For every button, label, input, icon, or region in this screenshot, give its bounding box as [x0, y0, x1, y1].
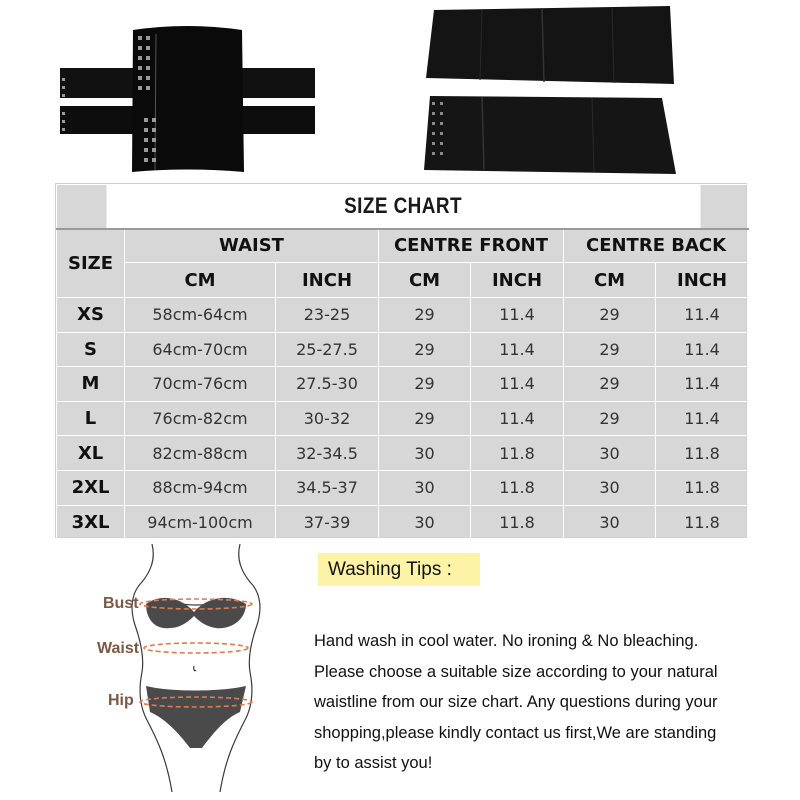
unit-header: INCH [656, 263, 749, 298]
washing-tips-title: Washing Tips : [318, 553, 480, 586]
bust-garment [146, 598, 246, 628]
measurement-cell: 11.8 [471, 436, 564, 471]
measurement-cell: 76cm-82cm [125, 401, 276, 436]
measurement-cell: 70cm-76cm [125, 367, 276, 402]
measurement-cell: 30-32 [276, 401, 379, 436]
body-measurement-figure [90, 542, 290, 797]
waist-label: Waist [97, 640, 140, 657]
bust-label: Bust [103, 595, 139, 612]
unit-header: CM [564, 263, 656, 298]
size-cell: S [57, 332, 125, 367]
waist-group-header: WAIST [125, 229, 379, 263]
hip-garment [146, 686, 246, 748]
waist-trainer-front-photo [60, 22, 315, 174]
measurement-cell: 11.8 [471, 505, 564, 540]
measurement-cell: 82cm-88cm [125, 436, 276, 471]
hip-label: Hip [108, 692, 134, 709]
measurement-cell: 11.4 [471, 332, 564, 367]
waist-trainer-flat-photo [412, 2, 682, 177]
measurement-cell: 11.4 [471, 367, 564, 402]
measurement-cell: 30 [379, 505, 471, 540]
measurement-cell: 11.4 [656, 298, 749, 333]
measurement-cell: 27.5-30 [276, 367, 379, 402]
tips-line: by to assist you! [314, 754, 433, 772]
table-row [57, 401, 749, 436]
measurement-cell: 64cm-70cm [125, 332, 276, 367]
size-chart-table [55, 183, 747, 538]
measurement-cell: 11.4 [656, 401, 749, 436]
measurement-cell: 29 [379, 401, 471, 436]
waist-measure-line [144, 643, 248, 653]
unit-header: CM [379, 263, 471, 298]
size-cell: 3XL [57, 505, 125, 540]
measurement-cell: 29 [564, 367, 656, 402]
table-row [57, 470, 749, 505]
measurement-cell: 29 [379, 298, 471, 333]
measurement-cell: 30 [564, 505, 656, 540]
table-row [57, 332, 749, 367]
measurement-cell: 11.8 [471, 470, 564, 505]
measurement-cell: 37-39 [276, 505, 379, 540]
body-outline [132, 544, 260, 792]
measurement-cell: 11.8 [656, 436, 749, 471]
centre-front-group-header: CENTRE FRONT [379, 229, 564, 263]
measurement-cell: 30 [564, 436, 656, 471]
table-row [57, 505, 749, 540]
size-cell: XS [57, 298, 125, 333]
table-row [57, 436, 749, 471]
measurement-cell: 11.8 [656, 470, 749, 505]
trainer-bottom-panel [424, 96, 676, 174]
size-cell: XL [57, 436, 125, 471]
measurement-cell: 11.4 [656, 367, 749, 402]
measurement-cell: 30 [379, 436, 471, 471]
measurement-cell: 32-34.5 [276, 436, 379, 471]
measurement-cell: 30 [564, 470, 656, 505]
size-cell: L [57, 401, 125, 436]
measurement-cell: 29 [379, 332, 471, 367]
measurement-cell: 11.4 [656, 332, 749, 367]
size-cell: 2XL [57, 470, 125, 505]
centre-back-group-header: CENTRE BACK [564, 229, 749, 263]
measurement-cell: 11.4 [471, 298, 564, 333]
table-row [57, 298, 749, 333]
unit-header: CM [125, 263, 276, 298]
measurement-cell: 29 [564, 401, 656, 436]
size-cell: M [57, 367, 125, 402]
measurement-cell: 25-27.5 [276, 332, 379, 367]
measurement-cell: 30 [379, 470, 471, 505]
tips-line: Hand wash in cool water. No ironing & No bleaching. [314, 632, 699, 650]
tips-line: waistline from our size chart. Any questions during your [314, 693, 718, 711]
measurement-cell: 29 [564, 332, 656, 367]
washing-tips-text [314, 626, 754, 779]
measurement-cell: 34.5-37 [276, 470, 379, 505]
measurement-cell: 58cm-64cm [125, 298, 276, 333]
unit-header: INCH [471, 263, 564, 298]
trainer-top-panel [426, 6, 674, 84]
size-chart-title: SIZE CHART [105, 185, 700, 229]
table-row [57, 367, 749, 402]
measurement-cell: 11.4 [471, 401, 564, 436]
unit-header: INCH [276, 263, 379, 298]
tips-line: shopping,please kindly contact us first,We are standing [314, 723, 717, 742]
size-column-header: SIZE [57, 229, 125, 298]
measurement-cell: 29 [564, 298, 656, 333]
measurement-cell: 29 [379, 367, 471, 402]
measurement-cell: 11.8 [656, 505, 749, 540]
measurement-cell: 23-25 [276, 298, 379, 333]
tips-line: Please choose a suitable size according to your natural [314, 662, 718, 681]
measurement-cell: 94cm-100cm [125, 505, 276, 540]
measurement-cell: 88cm-94cm [125, 470, 276, 505]
